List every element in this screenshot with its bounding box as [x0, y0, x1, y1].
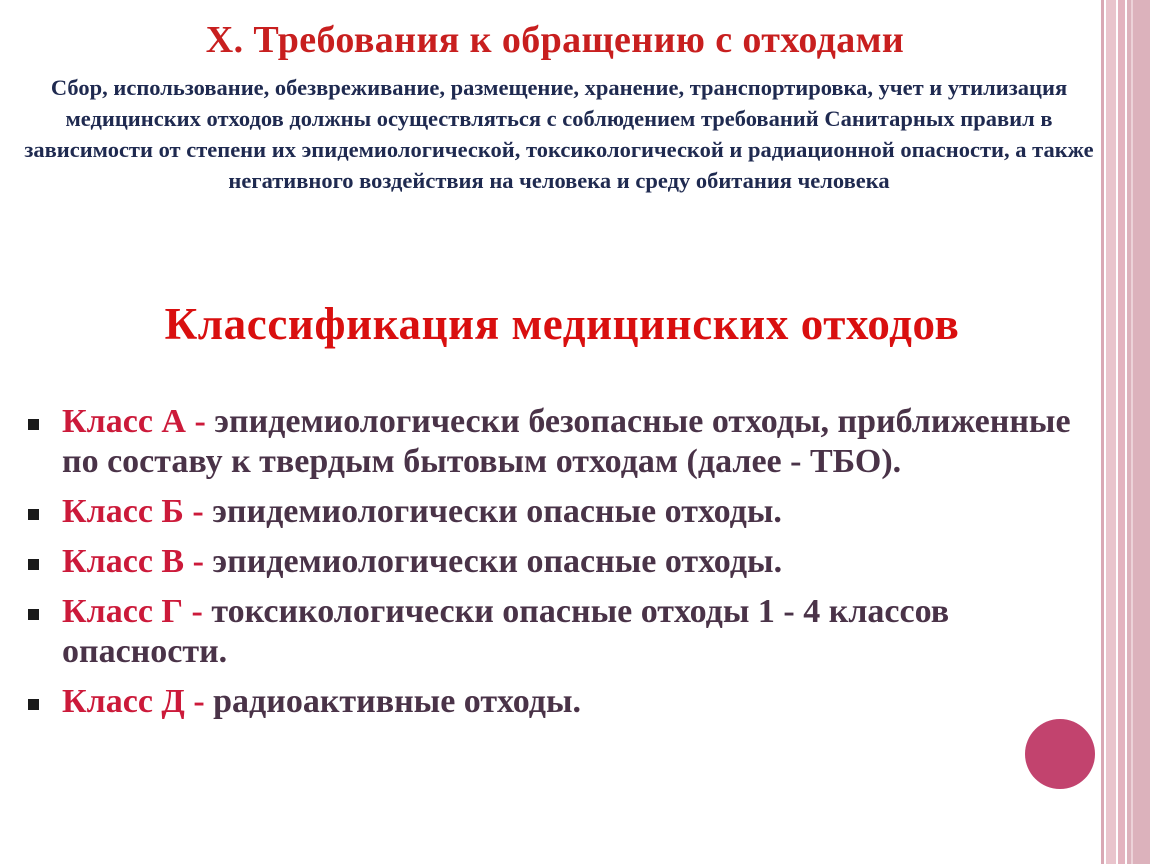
square-bullet-icon: [28, 419, 39, 430]
class-name: Класс Б: [62, 493, 184, 530]
class-name: Класс А: [62, 403, 186, 440]
class-dash: -: [185, 403, 215, 440]
list-item-class-b: [22, 492, 1082, 532]
decorative-circle: [1025, 719, 1095, 789]
class-dash: -: [183, 593, 212, 630]
class-description: радиоактивные отходы.: [213, 683, 582, 720]
class-dash: -: [183, 493, 213, 530]
decorative-stripe: [1131, 0, 1133, 864]
square-bullet-icon: [28, 559, 39, 570]
decorative-stripe: [1118, 0, 1125, 864]
class-name: Класс В: [62, 543, 185, 580]
list-item-class-a: [22, 402, 1082, 482]
class-description: эпидемиологически опасные отходы.: [212, 543, 783, 580]
decorative-stripe: [1106, 0, 1116, 864]
class-dash: -: [184, 683, 214, 720]
class-name: Класс Д: [62, 683, 185, 720]
waste-class-list: [22, 402, 1082, 732]
class-description: эпидемиологически безопасные отходы, приближенные по составу к твердым бытовым отходам (далее - ТБО).: [62, 403, 1071, 480]
list-item-class-d: [22, 682, 1082, 722]
class-dash: -: [184, 543, 213, 580]
square-bullet-icon: [28, 699, 39, 710]
intro-paragraph: Сбор, использование, обезвреживание, размещение, хранение, транспортировка, учет и утилизация медицинских отходов должны осуществляться с соблюдением требований Санитарных правил в зависимости от степени их эпидемиологической, токсикологической и радиационной опасности, а также негативного воздействия на человека и среду обитания человека: [24, 75, 1094, 193]
class-description: токсикологически опасные отходы 1 - 4 классов опасности.: [62, 593, 950, 670]
list-item-class-v: [22, 542, 1082, 582]
class-description: эпидемиологически опасные отходы.: [212, 493, 782, 530]
class-name: Класс Г: [62, 593, 184, 630]
list-item-class-g: [22, 592, 1082, 672]
square-bullet-icon: [28, 609, 39, 620]
section-subtitle: Классификация медицинских отходов: [164, 299, 960, 349]
square-bullet-icon: [28, 509, 39, 520]
slide-title: X. Требования к обращению с отходами: [205, 19, 905, 61]
decorative-stripe: [1101, 0, 1104, 864]
